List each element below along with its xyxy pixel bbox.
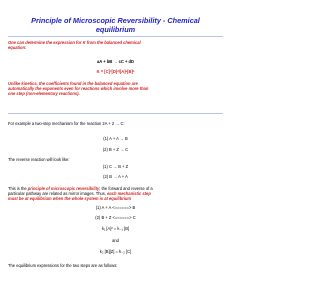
- equilibrium-step-1: (1) A + A <======> B: [95, 205, 136, 210]
- rate-equality-2: k₂ [B][Z] = k₋₂ [C]: [99, 249, 132, 254]
- intro-text-line-2: equation:: [8, 45, 27, 50]
- unlike-text-line-1: Unlike kinetics, the coefficients found in the balanced equation are: [8, 81, 138, 86]
- and-word: and: [112, 238, 119, 243]
- closing-text: The equilibrium expressions for the two steps are as follows:: [8, 263, 118, 268]
- equilibrium-step-2: (2) B + Z <======> C: [95, 215, 136, 220]
- principle-step-highlight: each mechanistic step: [107, 191, 151, 197]
- reverse-step-2: (2) B → A + A: [103, 174, 128, 179]
- reverse-intro: The reverse reaction will look like:: [8, 157, 70, 162]
- principle-highlight: principle of microscopic reversibility: [27, 186, 100, 191]
- principle-line-2-pre: particular pathway are related as mirror images. Thus,: [8, 191, 108, 197]
- rate-equality-1: k₁ [A]² = k₋₁ [B]: [101, 226, 130, 231]
- section-divider: [8, 113, 223, 114]
- mechanism-step-2: (2) B + Z → C: [102, 147, 129, 152]
- principle-line-1-pre: This is the: [8, 186, 28, 191]
- page-title: [30, 16, 201, 34]
- general-equation: aA + bB → cC + dD: [97, 59, 134, 64]
- equilibrium-constant-expression: K = [C]ᶜ[D]ᵈ/[A]ᵃ[B]ᵇ: [96, 69, 135, 74]
- title-divider: [8, 36, 223, 37]
- example-intro: For example a two-step mechanism for the reaction 2A + 2 → C:: [8, 121, 125, 126]
- principle-line-3: must be at equilibrium when the whole system is at equilibrium: [8, 196, 132, 202]
- principle-paragraph: [8, 186, 223, 202]
- title-line-1: Principle of Microscopic Reversibility - Chemical: [31, 16, 200, 25]
- unlike-text-line-3: one step (non-elementary reactions).: [8, 91, 80, 96]
- intro-text-line-1: One can determine the expression for K from the balanced chemical: [8, 40, 141, 45]
- mechanism-step-1: (1) A + A → B: [103, 136, 128, 141]
- unlike-text-line-2: automatically the exponents even for reactions which involve more than: [8, 86, 149, 91]
- title-line-2: equilibrium: [95, 25, 136, 34]
- reverse-step-1: (1) C → B + Z: [102, 164, 129, 169]
- principle-line-1-post: ; the forward and reverse of a: [99, 186, 153, 191]
